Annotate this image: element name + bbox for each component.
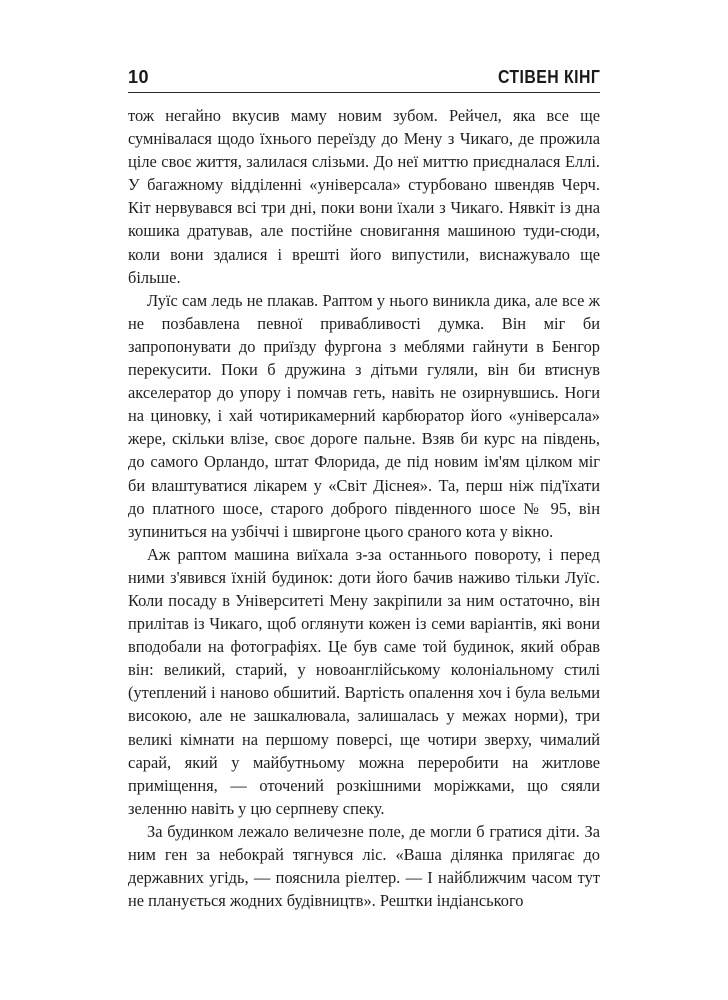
paragraph-4: За будинком лежало величезне поле, де могли б гратися діти. За ним ген за небокрай тягнувся ліс. «Ваша ділянка прилягає до державних угідь, — пояснила ріелтер. — І найближчим часом тут не планується жодних будівництв». Рештки індіанського <box>128 821 600 911</box>
paragraph-1: тож негайно вкусив маму новим зубом. Рейчел, яка все ще сумнівалася щодо їхнього переїзду до Мену з Чикаго, де прожила ціле своє життя, залилася слізьми. До неї миттю приєдналася Еллі. У багажному відділенні «універсала» стурбовано швендяв Черч. Кіт нервувався всі три дні, поки вони їхали з Чикаго. Нявкіт із дна кошика дратував, але постійне сновигання машиною туди-сюди, коли вони здалися і врешті його випустили, виснажувало ще більше. <box>128 106 600 287</box>
paragraph-2: Луїс сам ледь не плакав. Раптом у нього виникла дика, але все ж не позбавлена певної привабливості думка. Він міг би запропонувати до приїзду фургона з меблями гайнути в Бенгор перекусити. Поки б дружина з дітьми гуляли, він би втиснув акселератор до упору і помчав геть, навіть не озирнувшись. Ноги на циновку, і хай чотирикамерний карбюратор його «універсала» жере, скільки влізе, своє дороге пальне. Взяв би курс на південь, до самого Орландо, штат Флорида, де під новим ім'ям цілком міг би влаштуватися лікарем у «Світ Діснея». Та, перш ніж під'їхати до платного шосе, старого доброго південного шосе № 95, він зупиниться на узбіччі і швиргоне цього сраного кота у вікно. <box>128 290 600 541</box>
page-number: 10 <box>128 67 150 87</box>
body-text <box>128 104 600 912</box>
author-name: СТІВЕН КІНГ <box>497 67 600 87</box>
paragraph-3: Аж раптом машина виїхала з-за останнього повороту, і перед ними з'явився їхній будинок: доти його бачив наживо тільки Луїс. Коли посаду в Університеті Мену закріпили за ним остаточно, він прилітав із Чикаго, щоб оглянути кожен із семи варіантів, які вони вподобали на фотографіях. Це був саме той будинок, який обрав він: великий, старий, у новоанглійському колоніальному стилі (утеплений і наново обшитий. Вартість опалення хоч і була вельми високою, але не зашкалювала, залишалась у межах норми), три великі кімнати на першому поверсі, ще чотири зверху, чималий сарай, який у майбутньому можна переробити на житлове приміщення, — оточений розкішними моріжками, що сяяли зеленню навіть у цю серпневу спеку. <box>128 544 600 818</box>
running-head <box>128 62 600 88</box>
header-rule <box>128 92 600 93</box>
